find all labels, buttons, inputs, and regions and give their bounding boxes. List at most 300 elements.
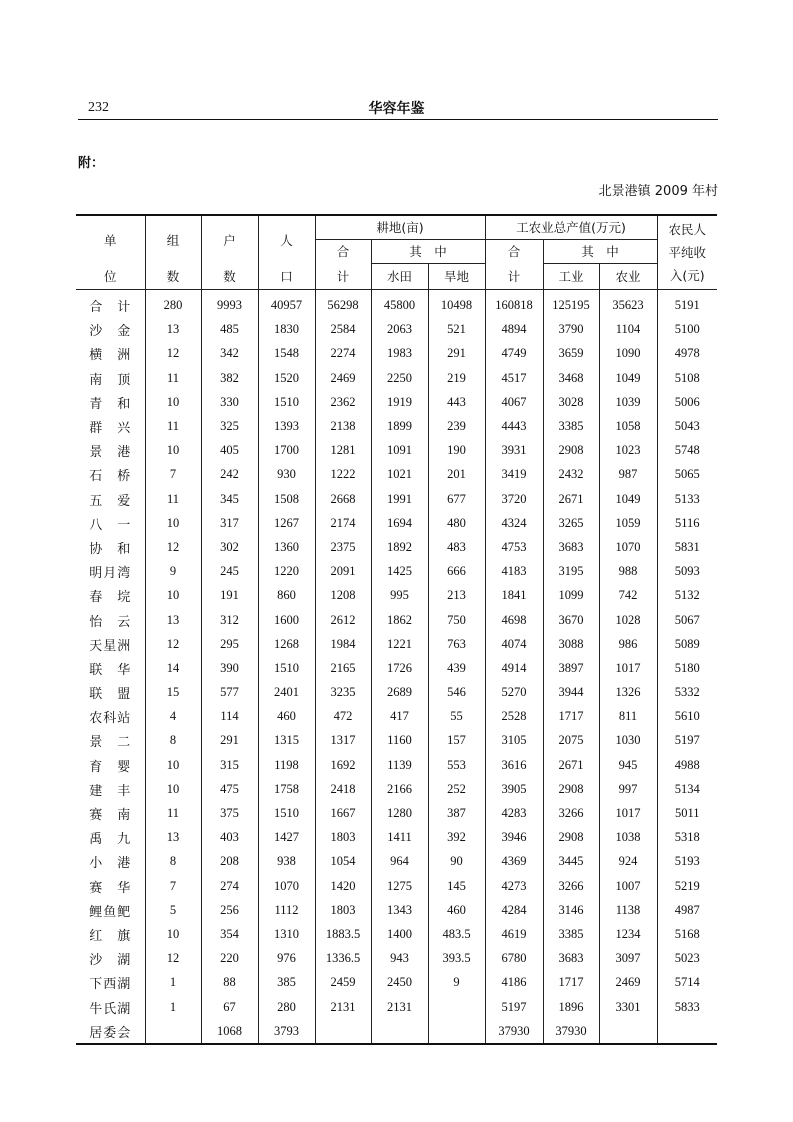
- data-cell: 1803: [315, 826, 371, 850]
- data-cell: 1984: [315, 632, 371, 656]
- data-cell: 10498: [428, 289, 485, 318]
- unit-name-cell: 建 丰: [76, 777, 145, 801]
- data-cell: 392: [428, 826, 485, 850]
- data-cell: 1411: [371, 826, 428, 850]
- unit-name-cell: 景 港: [76, 439, 145, 463]
- data-cell: 8: [145, 850, 201, 874]
- data-cell: 986: [599, 632, 657, 656]
- header-farmland-total-bottom: 计: [315, 263, 371, 289]
- data-cell: 5100: [657, 318, 717, 342]
- table-row: [76, 414, 717, 438]
- data-cell: 4324: [485, 511, 543, 535]
- data-cell: 5093: [657, 560, 717, 584]
- header-output-total-top: 合: [485, 239, 543, 263]
- data-cell: 12: [145, 947, 201, 971]
- data-cell: 1021: [371, 463, 428, 487]
- data-cell: 460: [258, 705, 315, 729]
- data-cell: 1919: [371, 390, 428, 414]
- data-cell: 274: [201, 874, 258, 898]
- data-cell: 10: [145, 753, 201, 777]
- data-cell: 5191: [657, 289, 717, 318]
- table-row: [76, 511, 717, 535]
- data-cell: 330: [201, 390, 258, 414]
- data-cell: 4988: [657, 753, 717, 777]
- header-industry: 工业: [543, 263, 599, 289]
- unit-name-cell: 南 顶: [76, 366, 145, 390]
- data-cell: 2584: [315, 318, 371, 342]
- header-households-bottom: 数: [201, 263, 258, 289]
- data-cell: 1692: [315, 753, 371, 777]
- data-cell: 2908: [543, 439, 599, 463]
- unit-name-cell: 赛 华: [76, 874, 145, 898]
- table-row: [76, 632, 717, 656]
- data-cell: 10: [145, 584, 201, 608]
- unit-name-cell: 青 和: [76, 390, 145, 414]
- unit-name-cell: 联 华: [76, 656, 145, 680]
- unit-name-cell: 景 二: [76, 729, 145, 753]
- data-cell: 7: [145, 874, 201, 898]
- unit-name-cell: 春 垸: [76, 584, 145, 608]
- data-cell: 4: [145, 705, 201, 729]
- data-cell: 2401: [258, 681, 315, 705]
- data-cell: 3946: [485, 826, 543, 850]
- data-cell: 2671: [543, 487, 599, 511]
- data-cell: 37930: [485, 1019, 543, 1044]
- data-cell: 1326: [599, 681, 657, 705]
- data-cell: 5134: [657, 777, 717, 801]
- data-cell: 1038: [599, 826, 657, 850]
- data-cell: 2469: [599, 971, 657, 995]
- data-cell: 1112: [258, 898, 315, 922]
- data-cell: 417: [371, 705, 428, 729]
- data-cell: 315: [201, 753, 258, 777]
- table-row: [76, 439, 717, 463]
- data-cell: 4749: [485, 342, 543, 366]
- data-cell: 5108: [657, 366, 717, 390]
- data-cell: 1039: [599, 390, 657, 414]
- table-caption: 北景港镇 2009 年村: [598, 184, 718, 199]
- data-cell: 460: [428, 898, 485, 922]
- data-cell: 1343: [371, 898, 428, 922]
- data-cell: 2528: [485, 705, 543, 729]
- data-cell: 443: [428, 390, 485, 414]
- data-cell: 3266: [543, 801, 599, 825]
- data-cell: 6780: [485, 947, 543, 971]
- data-cell: 295: [201, 632, 258, 656]
- page-number: 232: [88, 100, 109, 115]
- data-cell: 2908: [543, 777, 599, 801]
- data-cell: 3419: [485, 463, 543, 487]
- data-cell: 37930: [543, 1019, 599, 1044]
- data-cell: 1758: [258, 777, 315, 801]
- table-row: [76, 342, 717, 366]
- data-cell: 485: [201, 318, 258, 342]
- data-cell: 2165: [315, 656, 371, 680]
- data-cell: 1600: [258, 608, 315, 632]
- table-row: [76, 1019, 717, 1044]
- header-paddy: 水田: [371, 263, 428, 289]
- data-cell: 252: [428, 777, 485, 801]
- data-cell: 1400: [371, 922, 428, 946]
- village-statistics-table: [76, 214, 717, 1045]
- data-cell: 1160: [371, 729, 428, 753]
- table-row: [76, 705, 717, 729]
- data-cell: 1862: [371, 608, 428, 632]
- data-cell: 2063: [371, 318, 428, 342]
- table-row: [76, 608, 717, 632]
- data-cell: 3793: [258, 1019, 315, 1044]
- data-cell: 157: [428, 729, 485, 753]
- header-income-line2: 平纯收: [668, 244, 707, 260]
- data-cell: 3670: [543, 608, 599, 632]
- data-cell: 1017: [599, 656, 657, 680]
- data-cell: 4067: [485, 390, 543, 414]
- data-cell: 3266: [543, 874, 599, 898]
- data-cell: 1510: [258, 656, 315, 680]
- data-cell: 390: [201, 656, 258, 680]
- data-cell: 2612: [315, 608, 371, 632]
- data-cell: 1667: [315, 801, 371, 825]
- table-row: [76, 463, 717, 487]
- header-unit-top: 单: [76, 215, 145, 263]
- unit-name-cell: 联 盟: [76, 681, 145, 705]
- data-cell: 11: [145, 801, 201, 825]
- data-cell: 997: [599, 777, 657, 801]
- data-cell: 302: [201, 535, 258, 559]
- data-cell: 3235: [315, 681, 371, 705]
- data-cell: 5714: [657, 971, 717, 995]
- data-cell: 242: [201, 463, 258, 487]
- data-cell: 5610: [657, 705, 717, 729]
- data-cell: 750: [428, 608, 485, 632]
- unit-name-cell: 鲤鱼鲃: [76, 898, 145, 922]
- data-cell: 1508: [258, 487, 315, 511]
- data-cell: 4978: [657, 342, 717, 366]
- data-cell: 220: [201, 947, 258, 971]
- data-cell: 1054: [315, 850, 371, 874]
- data-cell: 3659: [543, 342, 599, 366]
- header-rule: [78, 119, 718, 120]
- header-population-top: 人: [258, 215, 315, 263]
- data-cell: 1058: [599, 414, 657, 438]
- data-cell: 40957: [258, 289, 315, 318]
- data-cell: 345: [201, 487, 258, 511]
- data-cell: 1234: [599, 922, 657, 946]
- data-cell: [315, 1019, 371, 1044]
- data-cell: 1281: [315, 439, 371, 463]
- unit-name-cell: 农科站: [76, 705, 145, 729]
- data-cell: 5067: [657, 608, 717, 632]
- table-row: [76, 560, 717, 584]
- unit-name-cell: 育 婴: [76, 753, 145, 777]
- data-cell: 2091: [315, 560, 371, 584]
- data-cell: 1221: [371, 632, 428, 656]
- table-row: [76, 656, 717, 680]
- data-cell: 9993: [201, 289, 258, 318]
- data-cell: 5748: [657, 439, 717, 463]
- data-cell: 5006: [657, 390, 717, 414]
- data-cell: 145: [428, 874, 485, 898]
- data-cell: 325: [201, 414, 258, 438]
- data-cell: 2432: [543, 463, 599, 487]
- data-cell: 4183: [485, 560, 543, 584]
- data-cell: 125195: [543, 289, 599, 318]
- data-cell: 4273: [485, 874, 543, 898]
- data-cell: 8: [145, 729, 201, 753]
- data-cell: 10: [145, 511, 201, 535]
- data-cell: 677: [428, 487, 485, 511]
- data-cell: [428, 1019, 485, 1044]
- data-cell: 1267: [258, 511, 315, 535]
- data-cell: 239: [428, 414, 485, 438]
- data-cell: 2250: [371, 366, 428, 390]
- data-cell: 860: [258, 584, 315, 608]
- data-cell: 2450: [371, 971, 428, 995]
- unit-name-cell: 明月湾: [76, 560, 145, 584]
- data-cell: 1275: [371, 874, 428, 898]
- header-population-bottom: 口: [258, 263, 315, 289]
- data-cell: 4914: [485, 656, 543, 680]
- data-cell: 213: [428, 584, 485, 608]
- data-cell: 90: [428, 850, 485, 874]
- data-cell: 1059: [599, 511, 657, 535]
- data-cell: 13: [145, 318, 201, 342]
- header-groups-bottom: 数: [145, 263, 201, 289]
- data-cell: 1104: [599, 318, 657, 342]
- data-cell: 11: [145, 487, 201, 511]
- data-cell: 3445: [543, 850, 599, 874]
- unit-name-cell: 怡 云: [76, 608, 145, 632]
- data-cell: 2908: [543, 826, 599, 850]
- data-cell: 5168: [657, 922, 717, 946]
- data-cell: 553: [428, 753, 485, 777]
- data-cell: 1049: [599, 366, 657, 390]
- data-cell: 3385: [543, 414, 599, 438]
- data-cell: 56298: [315, 289, 371, 318]
- data-cell: 312: [201, 608, 258, 632]
- data-cell: 976: [258, 947, 315, 971]
- data-cell: 190: [428, 439, 485, 463]
- data-cell: 67: [201, 995, 258, 1019]
- data-cell: 1030: [599, 729, 657, 753]
- data-cell: 988: [599, 560, 657, 584]
- data-cell: 483.5: [428, 922, 485, 946]
- data-cell: 472: [315, 705, 371, 729]
- table-row: [76, 289, 717, 318]
- data-cell: 1023: [599, 439, 657, 463]
- data-cell: 12: [145, 535, 201, 559]
- data-cell: 742: [599, 584, 657, 608]
- table-row: [76, 850, 717, 874]
- header-groups-top: 组: [145, 215, 201, 263]
- table-row: [76, 947, 717, 971]
- data-cell: 1717: [543, 705, 599, 729]
- data-cell: 5133: [657, 487, 717, 511]
- header-farmland-among: 其 中: [371, 239, 485, 263]
- data-cell: 1717: [543, 971, 599, 995]
- data-cell: 1983: [371, 342, 428, 366]
- data-cell: 4283: [485, 801, 543, 825]
- data-cell: 1841: [485, 584, 543, 608]
- data-cell: 763: [428, 632, 485, 656]
- data-cell: 35623: [599, 289, 657, 318]
- data-cell: 1315: [258, 729, 315, 753]
- data-cell: 9: [428, 971, 485, 995]
- data-cell: 5011: [657, 801, 717, 825]
- header-unit-bottom: 位: [76, 263, 145, 289]
- data-cell: 2138: [315, 414, 371, 438]
- data-cell: 385: [258, 971, 315, 995]
- data-cell: 12: [145, 632, 201, 656]
- data-cell: 3944: [543, 681, 599, 705]
- data-cell: 1510: [258, 801, 315, 825]
- data-cell: 1310: [258, 922, 315, 946]
- data-cell: 3301: [599, 995, 657, 1019]
- data-cell: 375: [201, 801, 258, 825]
- table-row: [76, 777, 717, 801]
- unit-name-cell: 合 计: [76, 289, 145, 318]
- data-cell: 1: [145, 995, 201, 1019]
- data-cell: 1899: [371, 414, 428, 438]
- data-cell: 4894: [485, 318, 543, 342]
- data-cell: 1268: [258, 632, 315, 656]
- data-cell: 5833: [657, 995, 717, 1019]
- data-cell: 3385: [543, 922, 599, 946]
- data-cell: 943: [371, 947, 428, 971]
- data-cell: 1068: [201, 1019, 258, 1044]
- data-cell: 1208: [315, 584, 371, 608]
- data-cell: 1139: [371, 753, 428, 777]
- data-cell: 403: [201, 826, 258, 850]
- data-cell: 1896: [543, 995, 599, 1019]
- header-income-line3: 入(元): [669, 267, 705, 283]
- data-cell: 1726: [371, 656, 428, 680]
- table-row: [76, 366, 717, 390]
- data-cell: 11: [145, 414, 201, 438]
- data-cell: 4517: [485, 366, 543, 390]
- data-cell: 5132: [657, 584, 717, 608]
- data-cell: 5219: [657, 874, 717, 898]
- unit-name-cell: 五 爱: [76, 487, 145, 511]
- table-row: [76, 922, 717, 946]
- data-cell: 10: [145, 777, 201, 801]
- data-cell: 291: [428, 342, 485, 366]
- data-cell: 382: [201, 366, 258, 390]
- data-cell: 1222: [315, 463, 371, 487]
- data-cell: 1803: [315, 898, 371, 922]
- table-row: [76, 801, 717, 825]
- data-cell: 1548: [258, 342, 315, 366]
- data-cell: 1892: [371, 535, 428, 559]
- data-cell: 483: [428, 535, 485, 559]
- data-cell: 354: [201, 922, 258, 946]
- data-cell: 945: [599, 753, 657, 777]
- table-row: [76, 318, 717, 342]
- header-output-total-bottom: 计: [485, 263, 543, 289]
- data-cell: 1280: [371, 801, 428, 825]
- data-cell: 1099: [543, 584, 599, 608]
- data-cell: 1427: [258, 826, 315, 850]
- unit-name-cell: 禹 九: [76, 826, 145, 850]
- data-cell: 7: [145, 463, 201, 487]
- data-cell: 3790: [543, 318, 599, 342]
- data-cell: 2174: [315, 511, 371, 535]
- data-cell: 4753: [485, 535, 543, 559]
- data-cell: 291: [201, 729, 258, 753]
- data-cell: 9: [145, 560, 201, 584]
- data-cell: 1830: [258, 318, 315, 342]
- data-cell: 2469: [315, 366, 371, 390]
- data-cell: 10: [145, 439, 201, 463]
- data-cell: 1049: [599, 487, 657, 511]
- data-cell: 3097: [599, 947, 657, 971]
- data-cell: 4698: [485, 608, 543, 632]
- data-cell: 546: [428, 681, 485, 705]
- data-cell: 12: [145, 342, 201, 366]
- data-cell: 3195: [543, 560, 599, 584]
- data-cell: 3105: [485, 729, 543, 753]
- table-body: [76, 289, 717, 1044]
- data-cell: 1420: [315, 874, 371, 898]
- table-row: [76, 971, 717, 995]
- data-cell: 1317: [315, 729, 371, 753]
- data-cell: 191: [201, 584, 258, 608]
- data-cell: 2418: [315, 777, 371, 801]
- data-cell: 11: [145, 366, 201, 390]
- data-cell: 114: [201, 705, 258, 729]
- data-cell: 208: [201, 850, 258, 874]
- table-row: [76, 681, 717, 705]
- data-cell: 5831: [657, 535, 717, 559]
- data-cell: 5180: [657, 656, 717, 680]
- header-households-top: 户: [201, 215, 258, 263]
- data-cell: 342: [201, 342, 258, 366]
- data-cell: 1091: [371, 439, 428, 463]
- table-row: [76, 729, 717, 753]
- data-cell: 930: [258, 463, 315, 487]
- data-cell: 1007: [599, 874, 657, 898]
- data-cell: 1220: [258, 560, 315, 584]
- data-cell: 387: [428, 801, 485, 825]
- data-cell: 3265: [543, 511, 599, 535]
- data-cell: 2689: [371, 681, 428, 705]
- data-cell: 55: [428, 705, 485, 729]
- data-cell: 13: [145, 608, 201, 632]
- data-cell: 1070: [599, 535, 657, 559]
- data-cell: 1883.5: [315, 922, 371, 946]
- table-row: [76, 874, 717, 898]
- data-cell: 480: [428, 511, 485, 535]
- data-cell: 666: [428, 560, 485, 584]
- data-cell: 2166: [371, 777, 428, 801]
- data-cell: 3468: [543, 366, 599, 390]
- data-cell: 393.5: [428, 947, 485, 971]
- header-farmland-total-top: 合: [315, 239, 371, 263]
- data-cell: 2668: [315, 487, 371, 511]
- unit-name-cell: 下西湖: [76, 971, 145, 995]
- unit-name-cell: 牛氏湖: [76, 995, 145, 1019]
- data-cell: 256: [201, 898, 258, 922]
- data-cell: 5332: [657, 681, 717, 705]
- header-output-among: 其 中: [543, 239, 657, 263]
- data-cell: 3683: [543, 535, 599, 559]
- data-cell: 475: [201, 777, 258, 801]
- data-cell: 3683: [543, 947, 599, 971]
- data-cell: 13: [145, 826, 201, 850]
- data-cell: 521: [428, 318, 485, 342]
- data-cell: 201: [428, 463, 485, 487]
- data-cell: [428, 995, 485, 1019]
